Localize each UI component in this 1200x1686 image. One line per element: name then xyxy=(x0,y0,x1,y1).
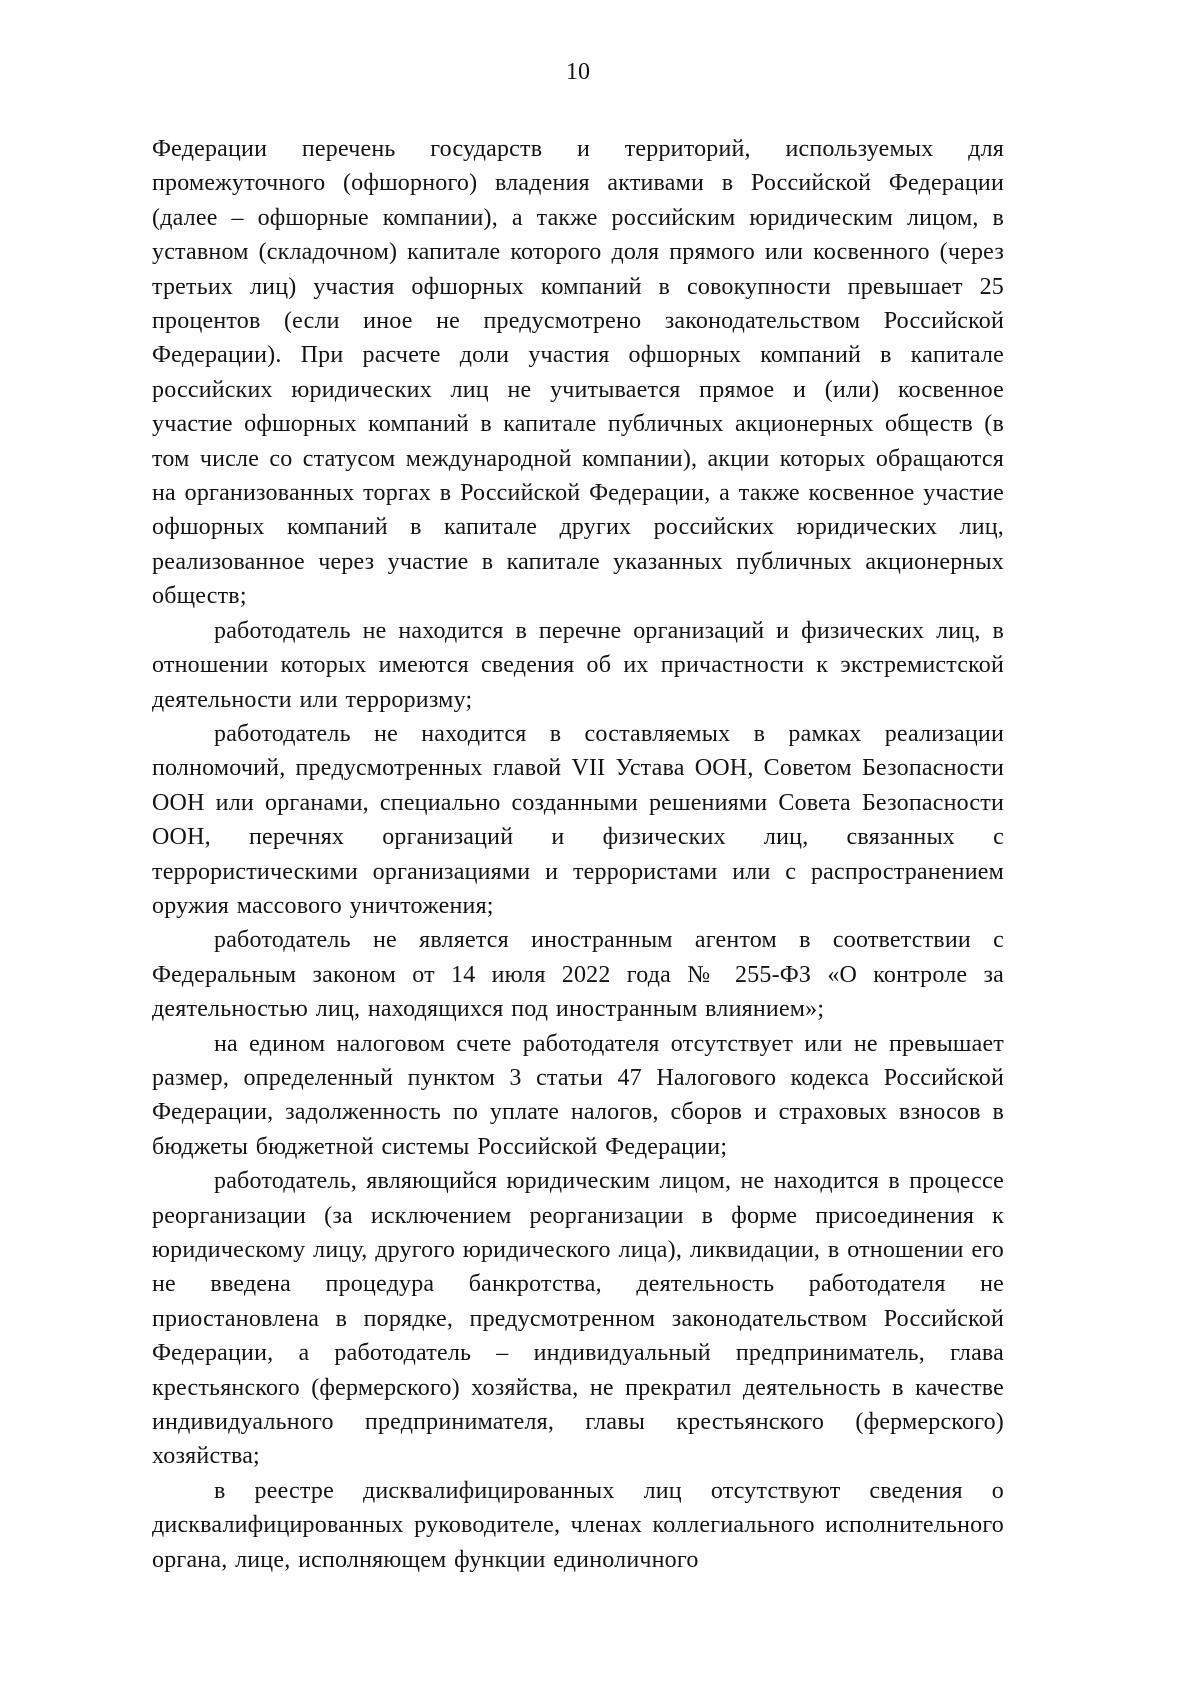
paragraph: работодатель, являющийся юридическим лицом, не находится в процессе реорганизации (за исключением реорганизации в форме присоединения к юридическому лицу, другого юридического лица), ликвидации, в отношении его не введена процедура банкротства, деятельность работодателя не приостановлена в порядке, предусмотренном законодательством Российской Федерации, а работодатель – индивидуальный предприниматель, глава крестьянского (фермерского) хозяйства, не прекратил деятельность в качестве индивидуального предпринимателя, главы крестьянского (фермерского) хозяйства; xyxy=(152,1168,1004,1470)
paragraph: работодатель не является иностранным агентом в соответствии с Федеральным законом от 14 июля 2022 года № 255-ФЗ «О контроле за деятельностью лиц, находящихся под иностранным влиянием»; xyxy=(152,927,1004,1023)
paragraph: в реестре дисквалифицированных лиц отсутствуют сведения о дисквалифицированных руководителе, членах коллегиального исполнительного органа, лице, исполняющем функции единоличного xyxy=(152,1477,1004,1573)
paragraph: работодатель не находится в составляемых в рамках реализации полномочий, предусмотренных главой VII Устава ООН, Советом Безопасности ООН или органами, специально созданными решениями Совета Безопасности ООН, перечнях организаций и физических лиц, связанных с террористическими организациями и террористами или с распространением оружия массового уничтожения; xyxy=(152,720,1004,919)
paragraph: на едином налоговом счете работодателя отсутствует или не превышает размер, определенный пунктом 3 статьи 47 Налогового кодекса Российской Федерации, задолженность по уплате налогов, сборов и страховых взносов в бюджеты бюджетной системы Российской Федерации; xyxy=(152,1030,1004,1160)
paragraph: Федерации перечень государств и территорий, используемых для промежуточного (офшорного) владения активами в Российской Федерации (далее – офшорные компании), а также российским юридическим лицом, в уставном (складочном) капитале которого доля прямого или косвенного (через третьих лиц) участия офшорных компаний в совокупности превышает 25 процентов (если иное не предусмотрено законодательством Российской Федерации). При расчете доли участия офшорных компаний в капитале российских юридических лиц не учитывается прямое и (или) косвенное участие офшорных компаний в капитале публичных акционерных обществ (в том числе со статусом международной компании), акции которых обращаются на организованных торгах в Российской Федерации, а также косвенное участие офшорных компаний в капитале других российских юридических лиц, реализованное через участие в капитале указанных публичных акционерных обществ; xyxy=(152,136,1004,610)
paragraph: работодатель не находится в перечне организаций и физических лиц, в отношении которых имеются сведения об их причастности к экстремистской деятельности или терроризму; xyxy=(152,617,1004,713)
page-number: 10 xyxy=(566,59,590,85)
document-body xyxy=(152,132,1004,1577)
